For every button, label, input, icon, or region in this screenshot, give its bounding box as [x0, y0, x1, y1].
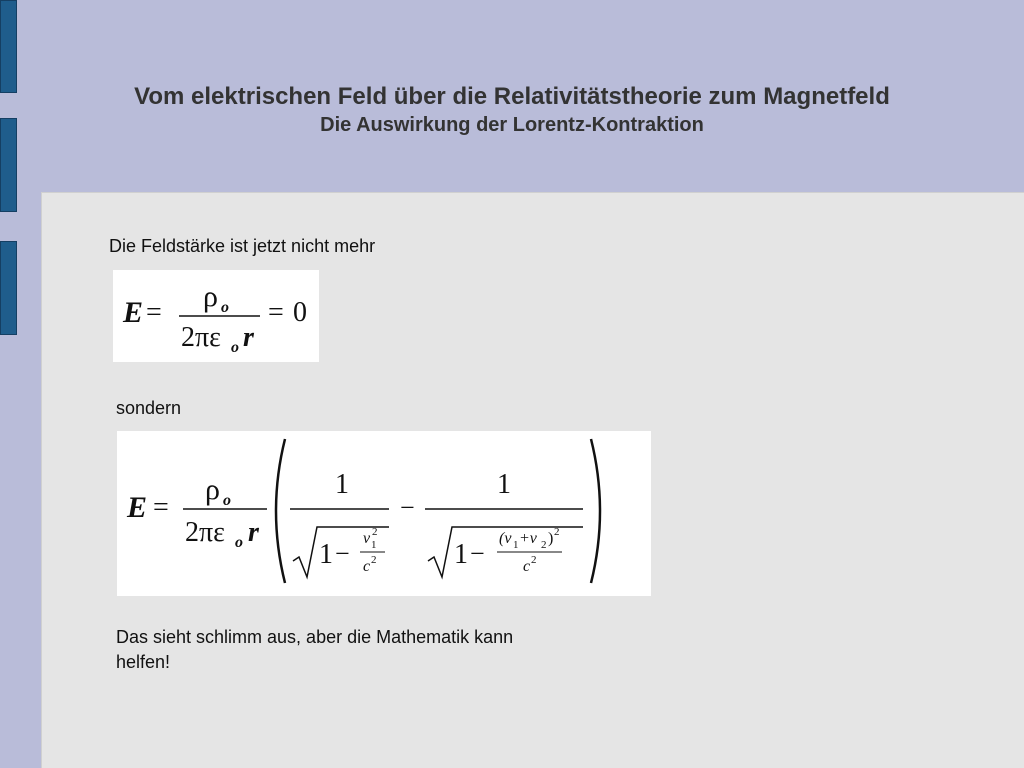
formula2-v-sum-close: ) [548, 530, 554, 547]
formula2-c-b-sup: 2 [531, 554, 537, 566]
formula2-v-sum-sub1: 1 [513, 539, 519, 551]
formula2-v-sum-plus: +v [519, 530, 537, 547]
formula2-right-paren [591, 439, 600, 583]
formula2-inner-minus-b: − [470, 539, 485, 568]
formula1-numerator-sub: o [221, 299, 229, 316]
formula2-left-paren [276, 439, 285, 583]
formula2-eq: = [153, 492, 169, 523]
formula2-v-sum-sub2: 2 [541, 539, 547, 551]
formula1-eq2: = [268, 297, 284, 328]
slide-subtitle: Die Auswirkung der Lorentz-Kontraktion [320, 114, 704, 136]
formula1-result: 0 [293, 297, 307, 328]
formula-field-strength-zero [113, 270, 319, 362]
slide-header [0, 82, 1024, 138]
formula2-one-a: 1 [335, 469, 349, 500]
formula1-numerator: ρ [203, 280, 218, 313]
formula2-denominator: 2πε [185, 517, 225, 548]
formula2-inner-minus-a: − [335, 539, 350, 568]
side-tab-1 [0, 0, 17, 93]
formula2-numerator-sub: o [223, 492, 231, 509]
formula1-lhs: E [123, 296, 144, 329]
formula2-c-a-sup: 2 [371, 554, 377, 566]
formula1-eq1: = [146, 297, 162, 328]
formula2-v1: v [363, 530, 371, 547]
formula2-inner-one-a: 1 [319, 539, 333, 570]
formula2-v-sum: (v [499, 530, 512, 547]
middle-text: sondern [116, 398, 182, 418]
formula1-denominator-sub: o [231, 339, 239, 356]
formula-field-strength-lorentz [117, 431, 651, 596]
formula2-c-a: c [363, 558, 371, 575]
formula2-one-b: 1 [497, 469, 511, 500]
formula1-denominator: 2πε [181, 322, 221, 353]
formula2-v1-sub: 1 [371, 539, 377, 551]
formula2-v1-sup: 2 [372, 526, 378, 538]
formula2-c-b: c [523, 558, 531, 575]
side-tab-3 [0, 241, 17, 335]
formula2-lhs: E [127, 491, 148, 524]
formula1-denominator-r: r [243, 322, 254, 353]
formula2-denominator-sub: o [235, 534, 243, 551]
closing-text-line1: Das sieht schlimm aus, aber die Mathematik kann [116, 627, 514, 647]
formula2-inner-one-b: 1 [454, 539, 468, 570]
formula2-v-sum-sup: 2 [554, 526, 560, 538]
intro-text: Die Feldstärke ist jetzt nicht mehr [109, 236, 376, 256]
formula2-denominator-r: r [248, 517, 259, 548]
slide-title: Vom elektrischen Feld über die Relativitätstheorie zum Magnetfeld [134, 83, 890, 110]
formula2-numerator: ρ [205, 473, 220, 506]
closing-text-line2: helfen! [116, 652, 171, 672]
formula2-minus: − [400, 493, 415, 522]
